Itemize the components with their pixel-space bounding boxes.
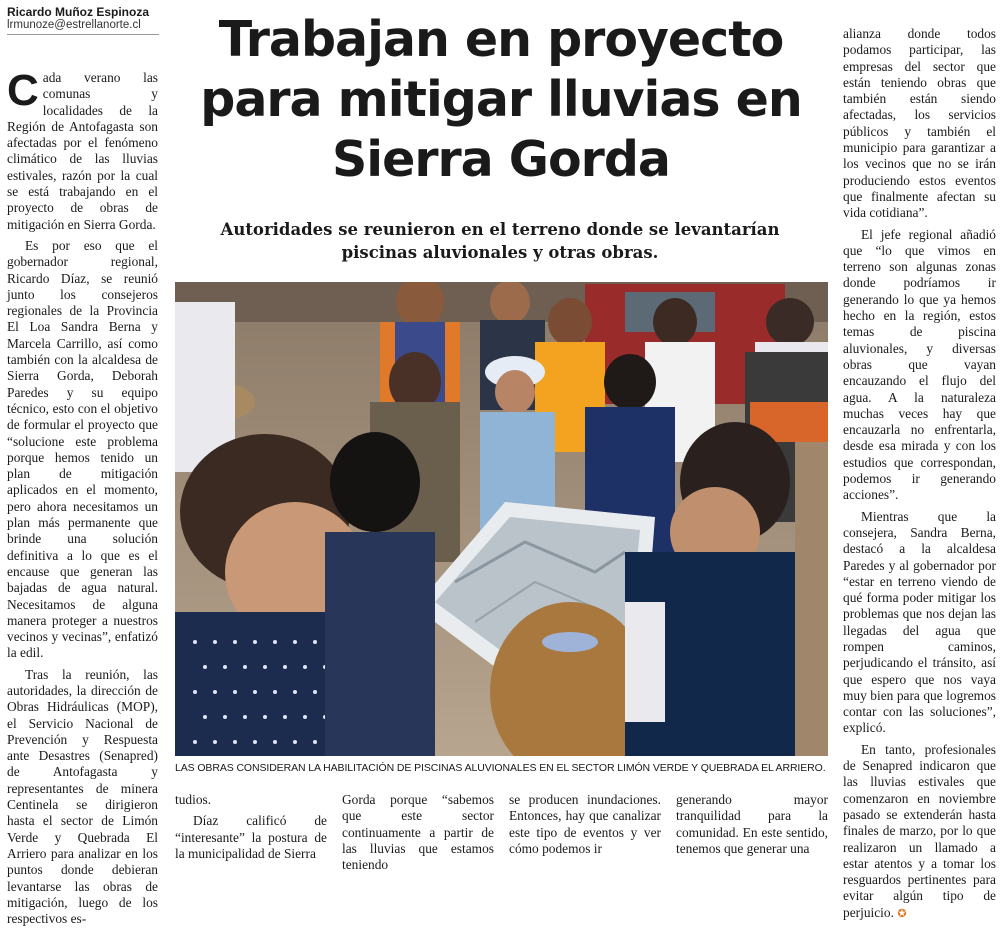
paragraph: generando mayor tranquilidad para la comunidad. En este sentido, tenemos que generar una [676, 792, 828, 856]
author-name: Ricardo Muñoz Espinoza [7, 5, 150, 19]
drop-cap: C [7, 66, 39, 115]
paragraph: se producen inundaciones. Entonces, hay que canalizar este tipo de eventos y ver cómo podemos ir [509, 792, 661, 856]
article-column-4 [509, 792, 661, 862]
article-column-2 [175, 792, 327, 867]
photo-caption: LAS OBRAS CONSIDERAN LA HABILITACIÓN DE PISCINAS ALUVIONALES EN EL SECTOR LIMÓN VERDE Y QUEBRADA EL ARRIERO. [175, 762, 826, 774]
article-column-1 [7, 66, 158, 932]
subheadline: Autoridades se reunieron en el terreno donde se levantarían piscinas aluvionales y otras obras. [220, 220, 780, 262]
article-column-3 [342, 792, 494, 878]
paragraph: Díaz calificó de “interesante” la postura de la municipalidad de Sierra [175, 813, 327, 861]
article-column-6 [843, 26, 996, 927]
paragraph: alianza donde todos podamos participar, las empresas del sector que están teniendo obras que también están siendo afectadas, los servicios públicos y también el municipio para garantizar a los vecinos que no se irán produciendo estos eventos que finalmente afectan su vida cotidiana”. [843, 26, 996, 221]
paragraph: Gorda porque “sabemos que este sector continuamente a partir de las lluvias que estamos teniendo [342, 792, 494, 873]
article-column-5 [676, 792, 828, 862]
paragraph: Es por eso que el gobernador regional, Ricardo Díaz, se reunió junto los consejeros regionales de la Provincia El Loa Sandra Berna y Marcela Carrillo, así como también con la alcaldesa de Sierra Gorda, Deborah Paredes y su equipo técnico, esto con el objetivo de formular el proyecto que “solucione este problema porque hemos tenido un plan de mitigación aplicados en el momento, pero ahora necesitamos un plan más permanente que brinde una solución definitiva a lo que es el encause que generan las bajadas de agua natural. Necesitamos de alguna manera proteger a nuestros vecinos y vecinas”, enfatizó la edil. [7, 237, 158, 661]
news-photo [175, 282, 828, 756]
photo-illustration [175, 282, 828, 756]
paragraph: tudios. [175, 792, 212, 807]
byline [7, 5, 159, 35]
paragraph: Mientras que la consejera, Sandra Berna, destacó a la alcaldesa Paredes y al gobernador por “estar en terreno viendo de qué forma poder mitigar los problemas que nos dejan las llegadas del agua que rompen caminos, perjudicando el tránsito, así que espero que nos vaya muy bien para que logremos contar con las soluciones”, explicó. [843, 508, 996, 736]
headline: Trabajan en proyecto para mitigar lluvias en Sierra Gorda [200, 11, 802, 188]
paragraph: En tanto, profesionales de Senapred indicaron que las lluvias estivales que comenzaron en noviembre pasado se extenderán hasta finales de marzo, por lo que realizaron un llamado a estar atentos y a tomar los resguardos pertinentes para evitar algún tipo de perjuicio. ✪ [843, 741, 996, 920]
end-mark-icon: ✪ [897, 906, 907, 920]
paragraph: Tras la reunión, las autoridades, la dirección de Obras Hidráulicas (MOP), el Servicio Nacional de Prevención y Respuesta ante Desastres (Senapred) de Antofagasta y representantes de minera Centinela se dirigieron hasta el sector de Limón Verde y Quebrada El Arriero para analizar en los puntos donde debieran levantarse las obras de mitigación, luego de los respectivos es- [7, 666, 158, 927]
paragraph: El jefe regional añadió que “lo que vimos en terreno son algunas zonas donde podríamos ir generando lo que ya hemos hecho en la región, estos temas de piscina aluvionales, y diversas obras que vayan encauzando el flujo del agua. A la naturaleza muchas veces hay que encauzarla no enfrentarla, desde esa mirada y con los estudios que correspondan, podemos ir generando acciones”. [843, 226, 996, 503]
paragraph: Cada verano las comunas y localidades de la Región de Antofagasta son afectadas por el fenómeno climático de las lluvias estivales, razón por la cual se está trabajando en el proyecto de obras de mitigación en Sierra Gorda. [7, 66, 158, 232]
author-email: lrmunoze@estrellanorte.cl [7, 19, 141, 31]
